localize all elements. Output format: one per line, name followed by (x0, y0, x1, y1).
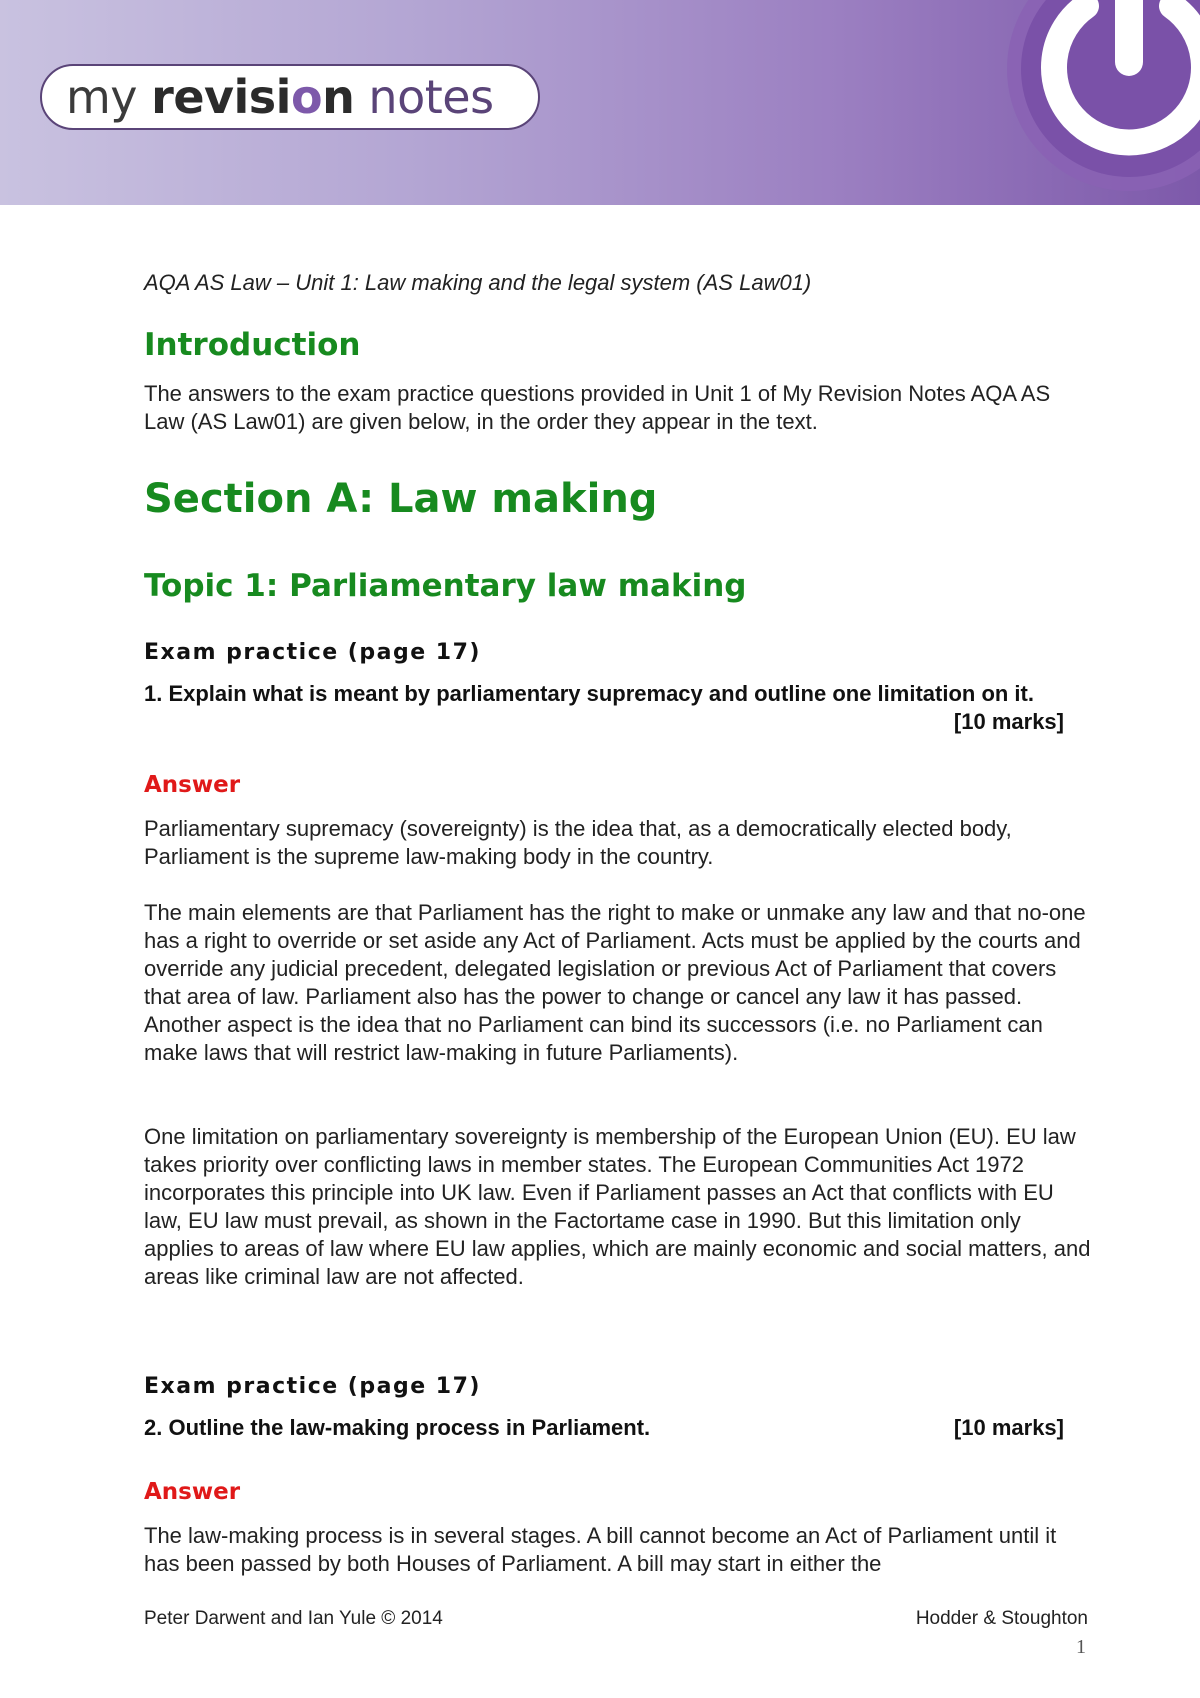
logo-bold: revisi (151, 70, 291, 124)
answer-2-paragraph-1: The law-making process is in several stages. A bill cannot become an Act of Parliament until it has been passed by both Houses of Parliament. A bill may start in either the (144, 1523, 1057, 1576)
footer-publisher: Hodder & Stoughton (915, 1608, 1088, 1629)
logo-suffix: notes (354, 70, 494, 124)
topic-heading: Topic 1: Parliamentary law making (144, 568, 747, 604)
exam-practice-heading-2: Exam practice (page 17) (144, 1374, 481, 1399)
answer-label-2: Answer (144, 1479, 241, 1505)
question-1 (144, 680, 1064, 736)
answer-1-paragraph-2: The main elements are that Parliament has the right to make or unmake any law and that no-one has a right to override or set aside any Act of Parliament. Acts must be applied by the courts and override any judicial precedent, delegated legislation or previous Act of Parliament that covers that area of law. Parliament also has the power to change or cancel any law it has passed. Another aspect is the idea that no Parliament can bind its successors (i.e. no Parliament can make laws that will restrict law-making in future Parliaments). (144, 900, 1086, 1065)
question-1-marks: [10 marks] (953, 709, 1064, 734)
intro-heading: Introduction (144, 327, 361, 363)
question-2-marks: [10 marks] (953, 1415, 1064, 1440)
answer-1-paragraph-1: Parliamentary supremacy (sovereignty) is the idea that, as a democratically elected body, Parliament is the supreme law-making body in the country. (144, 816, 1012, 869)
answer-1-paragraph-3: One limitation on parliamentary sovereignty is membership of the European Union (EU). EU law takes priority over conflicting laws in member states. The European Communities Act 1972 incorporates this principle into UK law. Even if Parliament passes an Act that conflicts with EU law, EU law must prevail, as shown in the Factortame case in 1990. But this limitation only applies to areas of law where EU law applies, which are mainly economic and social matters, and areas like criminal law are not affected. (144, 1124, 1091, 1289)
question-2-text: 2. Outline the law-making process in Parliament. (144, 1415, 651, 1440)
logo-text (66, 68, 494, 126)
logo-power-o: o (290, 70, 323, 124)
logo (40, 64, 540, 130)
logo-prefix: my (66, 70, 152, 124)
exam-practice-heading-1: Exam practice (page 17) (144, 640, 481, 665)
document-subtitle: AQA AS Law – Unit 1: Law making and the legal system (AS Law01) (144, 270, 812, 295)
logo-n: n (322, 70, 355, 124)
page-number: 1 (1076, 1636, 1086, 1658)
question-2 (144, 1414, 1064, 1442)
header-banner (0, 0, 1200, 205)
footer-authors: Peter Darwent and Ian Yule © 2014 (144, 1608, 443, 1629)
power-icon (1004, 0, 1200, 194)
question-1-text: 1. Explain what is meant by parliamentary supremacy and outline one limitation on it. (144, 681, 1034, 706)
intro-text: The answers to the exam practice questions provided in Unit 1 of My Revision Notes AQA AS Law (AS Law01) are given below, in the order they appear in the text. (144, 381, 1051, 434)
section-heading: Section A: Law making (144, 476, 658, 522)
answer-label-1: Answer (144, 772, 241, 798)
